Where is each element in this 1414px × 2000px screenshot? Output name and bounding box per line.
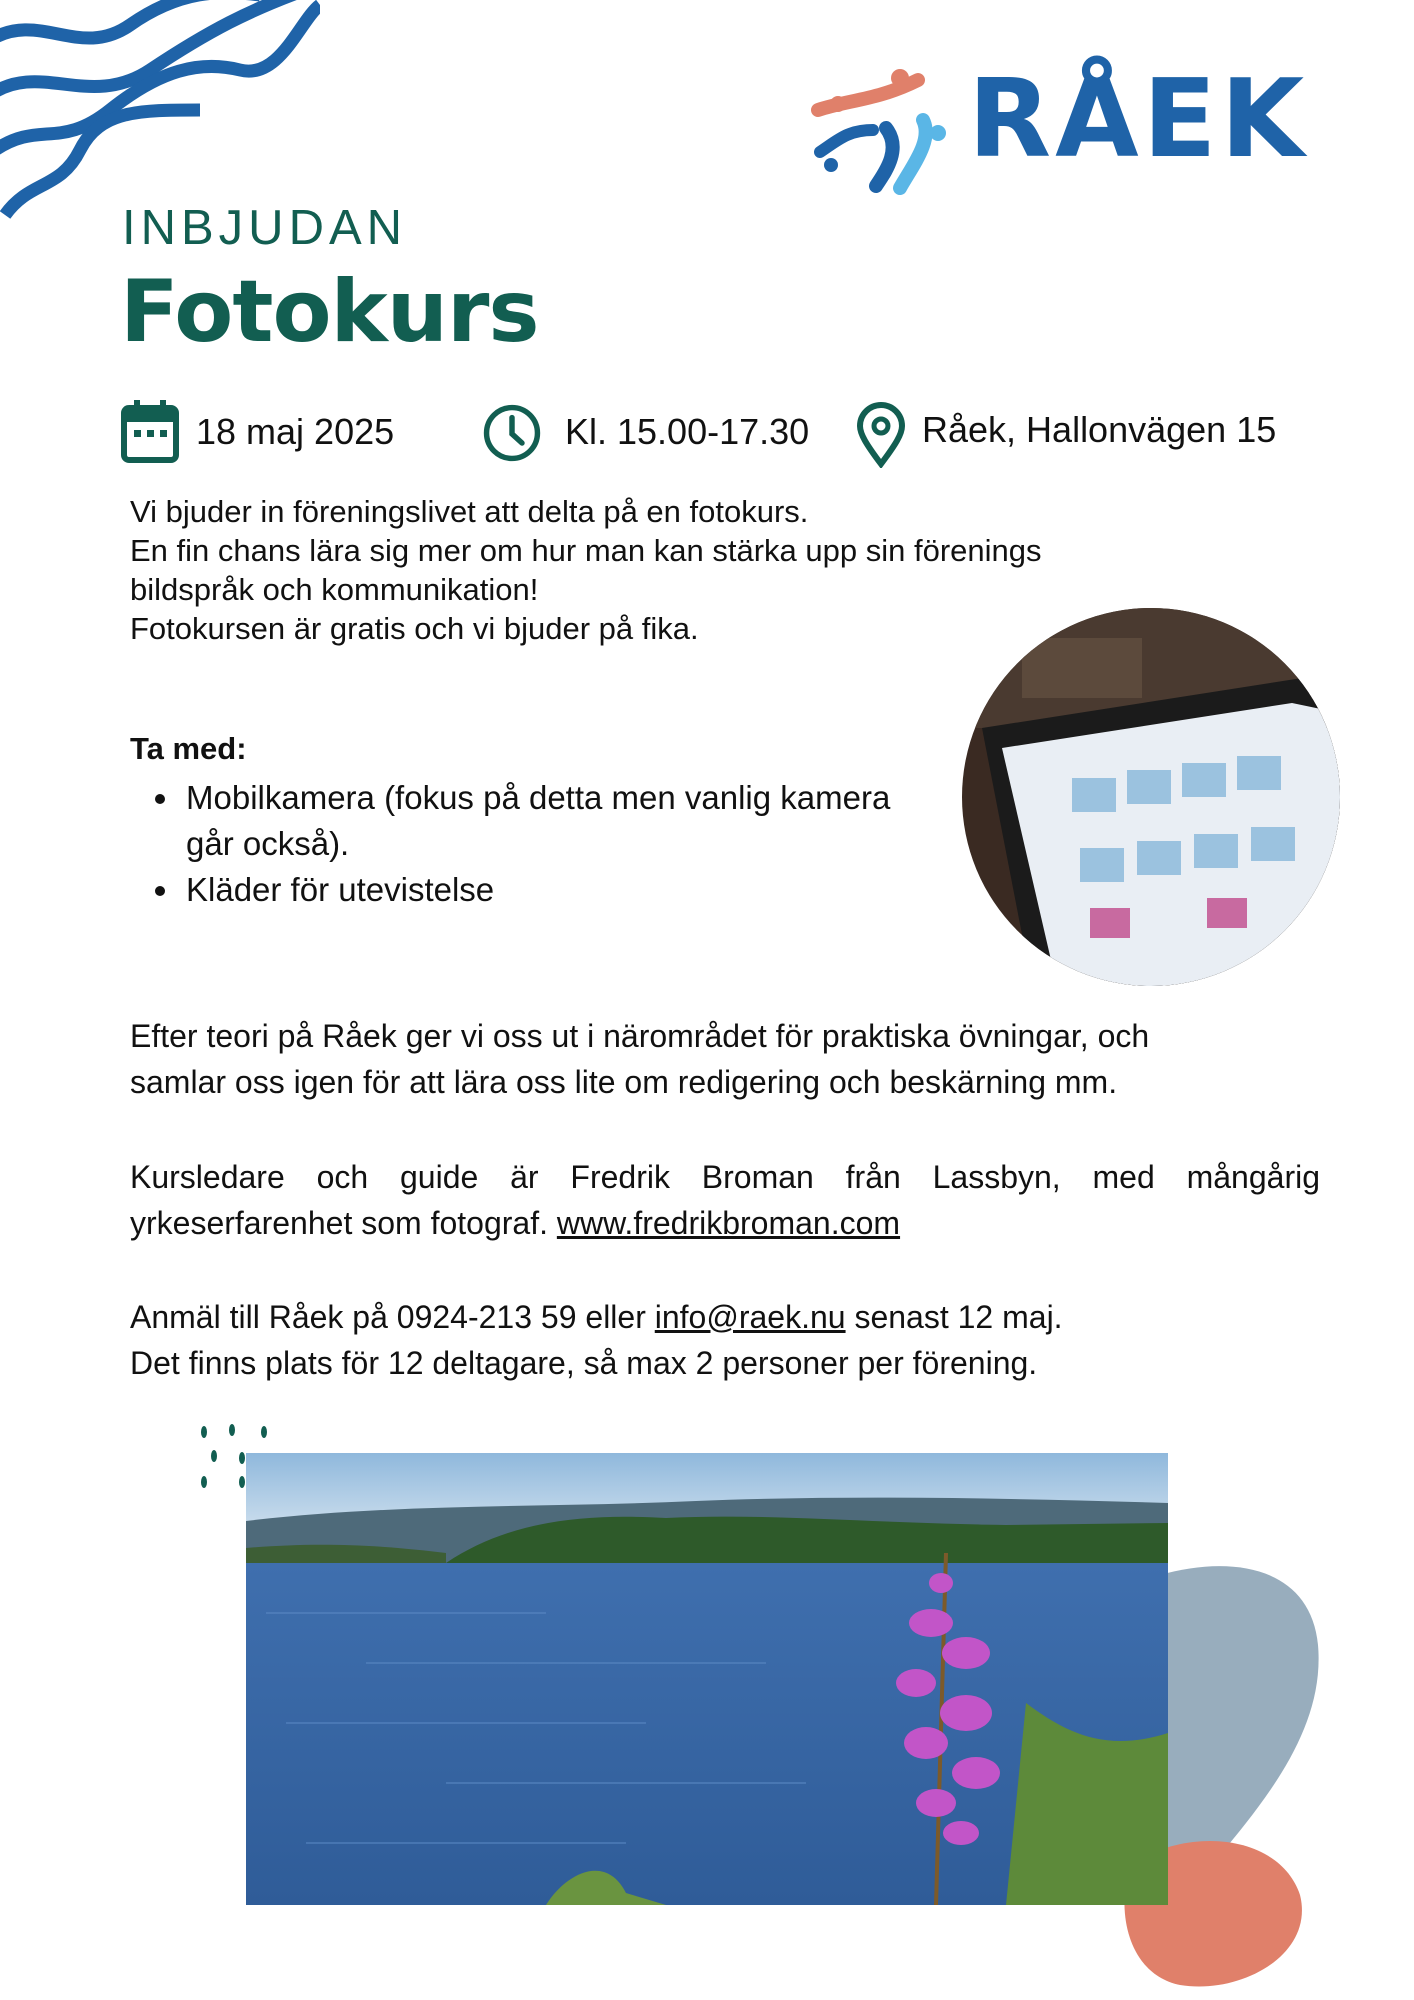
eyebrow-label: INBJUDAN bbox=[122, 201, 408, 255]
page-title: Fotokurs bbox=[120, 262, 539, 362]
river-landscape-photo bbox=[246, 1453, 1168, 1905]
details-line bbox=[130, 1200, 1320, 1246]
bring-list bbox=[150, 775, 922, 913]
location-pin-icon bbox=[856, 402, 906, 468]
details-line: Det finns plats för 12 deltagare, så max 2 personer per förening. bbox=[130, 1345, 1038, 1381]
event-time: Kl. 15.00-17.30 bbox=[565, 411, 810, 452]
clock-icon bbox=[482, 400, 542, 466]
details-paragraph-1 bbox=[130, 1013, 1320, 1105]
details-line: Efter teori på Råek ger vi oss ut i närområdet för praktiska övningar, och bbox=[130, 1018, 1150, 1054]
brand-logo-text: RÅEK bbox=[968, 57, 1309, 182]
intro-paragraph bbox=[130, 492, 1042, 648]
website-link[interactable]: www.fredrikbroman.com bbox=[556, 1205, 901, 1241]
email-link[interactable]: info@raek.nu bbox=[654, 1299, 846, 1335]
list-item: • Kläder för utevistelse bbox=[182, 867, 922, 913]
intro-line: En fin chans lära sig mer om hur man kan stärka upp sin förenings bbox=[130, 533, 1042, 568]
intro-line: Fotokursen är gratis och vi bjuder på fika. bbox=[130, 611, 699, 646]
list-item: • Mobilkamera (fokus på detta men vanlig kamera går också). bbox=[182, 775, 922, 867]
calendar-icon bbox=[120, 398, 180, 464]
details-text: senast 12 maj. bbox=[845, 1299, 1063, 1335]
details-line bbox=[130, 1294, 1320, 1340]
details-paragraph-2 bbox=[130, 1154, 1320, 1246]
event-location: Råek, Hallonvägen 15 bbox=[922, 409, 1277, 450]
intro-line: bildspråk och kommunikation! bbox=[130, 572, 539, 607]
intro-line: Vi bjuder in föreningslivet att delta på en fotokurs. bbox=[130, 494, 809, 529]
details-paragraph-3 bbox=[130, 1294, 1320, 1386]
details-text: yrkeserfarenhet som fotograf. bbox=[130, 1205, 557, 1241]
bring-heading: Ta med: bbox=[130, 731, 247, 766]
laptop-photo bbox=[962, 608, 1340, 986]
event-date: 18 maj 2025 bbox=[196, 411, 395, 452]
details-line: Kursledare och guide är Fredrik Broman från Lassbyn, med mångårig bbox=[130, 1159, 1320, 1195]
wave-decoration bbox=[0, 0, 320, 230]
details-text: Anmäl till Råek på 0924-213 59 eller bbox=[130, 1299, 655, 1335]
details-line: samlar oss igen för att lära oss lite om redigering och beskärning mm. bbox=[130, 1064, 1118, 1100]
